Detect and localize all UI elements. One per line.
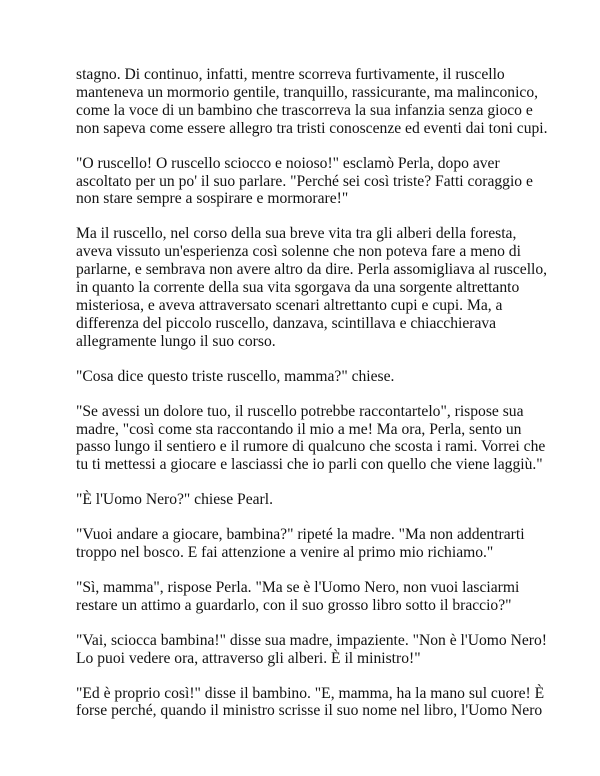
text-line: non sapeva come essere allegro tra tristi conoscenze ed eventi dai toni cupi. xyxy=(76,119,548,137)
text-line: "Ed è proprio così!" disse il bambino. "E, mamma, ha la mano sul cuore! È xyxy=(76,684,545,702)
paragraph-2 xyxy=(76,154,533,209)
text-line: non stare sempre a sospirare e mormorare!" xyxy=(76,190,349,208)
text-line: restare un attimo a guardarlo, con il suo grosso libro sotto il braccio?" xyxy=(76,596,512,614)
text-line: forse perché, quando il ministro scrisse il suo nome nel libro, l'Uomo Nero xyxy=(76,702,543,720)
text-line: ascoltato per un po' il suo parlare. "Perché sei così triste? Fatti coraggio e xyxy=(76,172,533,190)
text-line: misteriosa, e aveva attraversato scenari altrettanto cupi e cupi. Ma, a xyxy=(76,296,503,314)
text-line: stagno. Di continuo, infatti, mentre scorreva furtivamente, il ruscello xyxy=(76,66,505,83)
text-line: "Vai, sciocca bambina!" disse sua madre, impaziente. "Non è l'Uomo Nero! xyxy=(76,631,547,649)
text-line: "Se avessi un dolore tuo, il ruscello potrebbe raccontartelo", rispose sua xyxy=(76,402,524,420)
text-line: "Vuoi andare a giocare, bambina?" ripeté la madre. "Ma non addentrarti xyxy=(76,526,525,544)
text-line: "Sì, mamma", rispose Perla. "Ma se è l'Uomo Nero, non vuoi lasciarmi xyxy=(76,578,520,596)
paragraph-5 xyxy=(76,402,546,475)
paragraph-9 xyxy=(76,631,547,668)
text-line: come la voce di un bambino che trascorreva la sua infanzia senza gioco e xyxy=(76,101,533,119)
text-line: allegramente lungo il suo corso. xyxy=(76,332,276,350)
text-line: "O ruscello! O ruscello sciocco e noioso!" esclamò Perla, dopo aver xyxy=(76,154,500,172)
paragraph-10 xyxy=(76,684,545,721)
paragraph-1 xyxy=(76,66,548,138)
paragraph-6 xyxy=(76,491,526,509)
text-line: madre, "così come sta raccontando il mio a me! Ma ora, Perla, sento un xyxy=(76,420,522,438)
text-line: aveva vissuto un'esperienza così solenne che non poteva fare a meno di xyxy=(76,243,521,261)
text-line: passo lungo il sentiero e il rumore di qualcuno che scosta i rami. Vorrei che xyxy=(76,438,546,456)
text-line: "È l'Uomo Nero?" chiese Pearl. xyxy=(76,491,273,509)
document-page xyxy=(76,66,548,737)
paragraph-3 xyxy=(76,225,548,350)
paragraph-8 xyxy=(76,579,526,615)
text-line: Ma il ruscello, nel corso della sua breve vita tra gli alberi della foresta, xyxy=(76,225,517,243)
text-line: "Cosa dice questo triste ruscello, mamma?" chiese. xyxy=(76,367,395,385)
text-line: differenza del piccolo ruscello, danzava, scintillava e chiacchierava xyxy=(76,314,497,332)
text-line: manteneva un mormorio gentile, tranquillo, rassicurante, ma malinconico, xyxy=(76,83,539,101)
text-line: in quanto la corrente della sua vita sgorgava da una sorgente altrettanto xyxy=(76,279,520,297)
paragraph-7 xyxy=(76,526,526,562)
text-line: tu ti mettessi a giocare e lasciassi che io parli con quello che viene laggiù." xyxy=(76,456,543,474)
paragraph-4 xyxy=(76,368,526,386)
text-line: troppo nel bosco. E fai attenzione a venire al primo mio richiamo." xyxy=(76,544,494,562)
text-line: parlarne, e sembrava non avere altro da dire. Perla assomigliava al ruscello, xyxy=(76,261,548,279)
text-line: Lo puoi vedere ora, attraverso gli alberi. È il ministro!" xyxy=(76,649,421,667)
